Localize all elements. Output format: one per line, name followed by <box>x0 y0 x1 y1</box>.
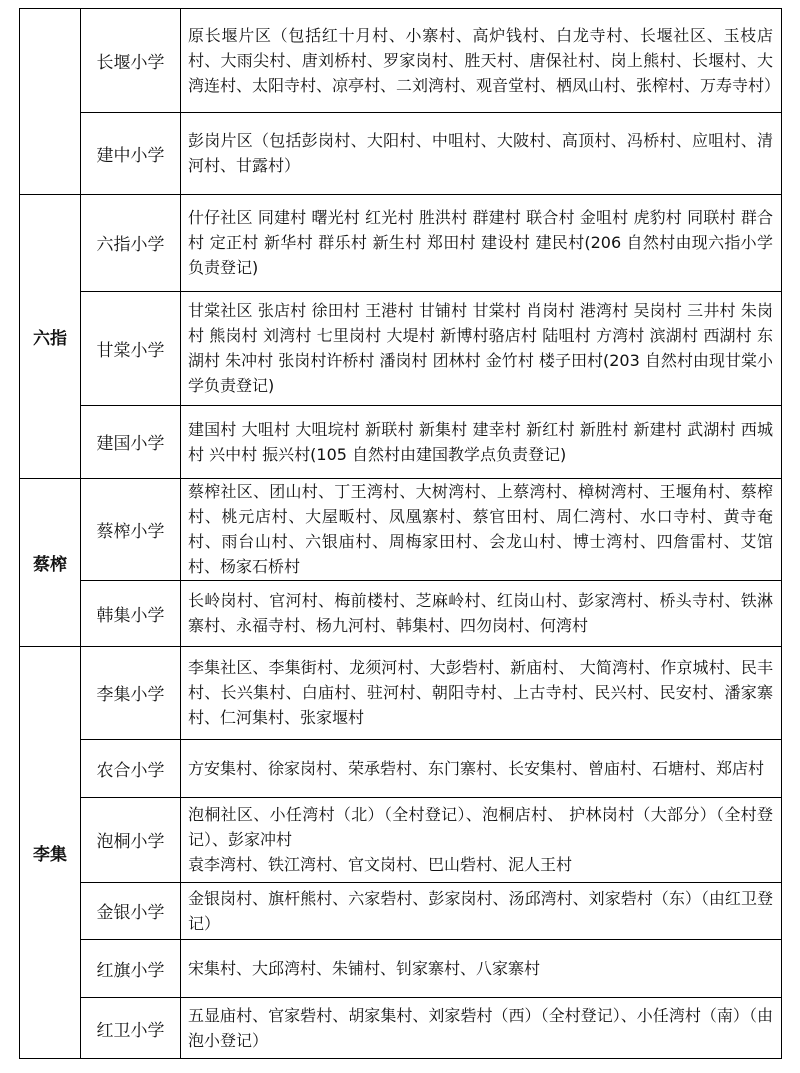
row-divider <box>80 291 782 292</box>
village-list-text-extra: 袁李湾村、铁江湾村、官文岗村、巴山砦村、泥人王村 <box>188 855 573 874</box>
village-list-cell <box>180 797 781 882</box>
group-divider <box>19 194 782 195</box>
school-cell: 李集小学 <box>96 685 165 705</box>
village-list-text: 蔡榨社区、团山村、丁王湾村、大树湾村、上蔡湾村、樟树湾村、王堰角村、蔡榨村、桃元店村、大屋畈村、凤凰寨村、蔡官田村、周仁湾村、水口寺村、黄寺奄村、雨台山村、六银庙村、周梅家田村、会龙山村、博士湾村、四詹雷村、艾馆村、杨家石桥村 <box>188 482 773 576</box>
school-cell: 甘棠小学 <box>96 340 165 361</box>
village-list-cell <box>180 112 781 194</box>
school-cell: 韩集小学 <box>96 605 165 626</box>
school-cell: 农合小学 <box>96 760 165 781</box>
village-list-text: 甘棠社区 张店村 徐田村 王港村 甘铺村 甘棠村 肖岗村 港湾村 吴岗村 三井村 朱岗村 熊岗村 刘湾村 七里岗村 大堤村 新博村骆店村 陆咀村 方湾村 滨湖村 西湖村 东湖村 朱冲村 张岗村许桥村 潘岗村 团林村 金竹村 楼子田村(203 自然村由现甘棠小学负责登记) <box>188 301 773 395</box>
row-divider <box>80 405 782 406</box>
village-list-text: 原长堰片区（包括红十月村、小寨村、高炉钱村、白龙寺村、长堰社区、玉枝店村、大雨尖村、唐刘桥村、罗家岗村、胜天村、唐保社村、岗上熊村、长堰村、大湾连村、太阳寺村、凉亭村、二刘湾村、观音堂村、栖凤山村、张榨村、万寿寺村） <box>188 25 781 95</box>
table-border-left <box>19 8 20 1059</box>
village-list-text: 长岭岗村、官河村、梅前楼村、芝麻岭村、红岗山村、彭家湾村、桥头寺村、铁淋寨村、永福寺村、杨九河村、韩集村、四勿岗村、何湾村 <box>188 591 773 635</box>
school-cell: 泡桐小学 <box>96 832 165 852</box>
village-list-text: 宋集村、大邱湾村、朱铺村、钊家寨村、八家寨村 <box>188 958 541 978</box>
row-divider <box>80 580 782 581</box>
school-cell: 红卫小学 <box>96 1020 165 1041</box>
column-divider <box>80 8 81 1059</box>
school-cell: 建中小学 <box>96 145 165 166</box>
school-cell: 建国小学 <box>96 434 165 454</box>
table-border-right <box>781 8 782 1059</box>
village-list-cell <box>180 194 781 291</box>
village-list-cell <box>180 646 781 739</box>
group-divider <box>19 478 782 479</box>
column-divider <box>180 8 181 1059</box>
school-cell: 长堰小学 <box>96 52 165 73</box>
village-list-cell <box>180 939 781 997</box>
town-cell-liji: 李集 <box>33 845 67 865</box>
village-list-cell <box>180 405 781 478</box>
village-list-text: 彭岗片区（包括彭岗村、大阳村、中咀村、大陂村、高顶村、冯桥村、应咀村、清河村、甘露村） <box>188 131 773 175</box>
school-cell: 蔡榨小学 <box>96 521 165 542</box>
village-list-text: 五显庙村、官家砦村、胡家集村、刘家砦村（西）（全村登记）、小任湾村（南）（由泡小登记） <box>188 1006 773 1050</box>
school-cell: 红旗小学 <box>96 960 165 981</box>
row-divider <box>80 997 782 998</box>
village-list-text: 金银岗村、旗杆熊村、六家砦村、彭家岗村、汤邱湾村、刘家砦村（东）（由红卫登记） <box>188 888 773 933</box>
row-divider <box>80 797 782 798</box>
town-cell-liuzhi: 六指 <box>33 328 67 349</box>
town-cell-blank <box>19 8 81 194</box>
school-cell: 金银小学 <box>96 903 165 923</box>
table-border-bottom <box>19 1058 782 1059</box>
row-divider <box>80 739 782 740</box>
village-list-text: 什仔社区 同建村 曙光村 红光村 胜洪村 群建村 联合村 金咀村 虎豹村 同联村 群合村 定正村 新华村 群乐村 新生村 郑田村 建设村 建民村(206 自然村由现六指小学负责登记) <box>188 208 773 277</box>
group-divider <box>19 646 782 647</box>
village-list-cell <box>180 291 781 405</box>
village-list-text: 方安集村、徐家岗村、荣承砦村、东门寨村、长安集村、曾庙村、石塘村、郑店村 <box>188 758 765 778</box>
row-divider <box>80 939 782 940</box>
row-divider <box>80 112 782 113</box>
table-border-top <box>19 8 782 9</box>
village-list-text: 建国村 大咀村 大咀垸村 新联村 新集村 建幸村 新红村 新胜村 新建村 武湖村 西城村 兴中村 振兴村(105 自然村由建国教学点负责登记) <box>188 419 773 464</box>
village-list-cell <box>180 8 781 112</box>
village-list-cell <box>180 882 781 939</box>
village-list-cell <box>180 478 781 580</box>
village-list-cell <box>180 580 781 646</box>
village-list-cell <box>180 739 781 797</box>
town-cell-caizha: 蔡榨 <box>33 554 67 575</box>
school-cell: 六指小学 <box>96 235 165 255</box>
village-list-text: 泡桐社区、小任湾村（北）（全村登记）、泡桐店村、 护林岗村（大部分）（全村登记）、彭家冲村 <box>188 805 773 849</box>
village-list-cell <box>180 997 781 1059</box>
village-list-text: 李集社区、李集街村、龙须河村、大彭砦村、新庙村、 大简湾村、作京城村、民丰村、长兴集村、白庙村、驻河村、朝阳寺村、上古寺村、民兴村、民安村、潘家寨村、仁河集村、张家堰村 <box>188 658 773 727</box>
row-divider <box>80 882 782 883</box>
